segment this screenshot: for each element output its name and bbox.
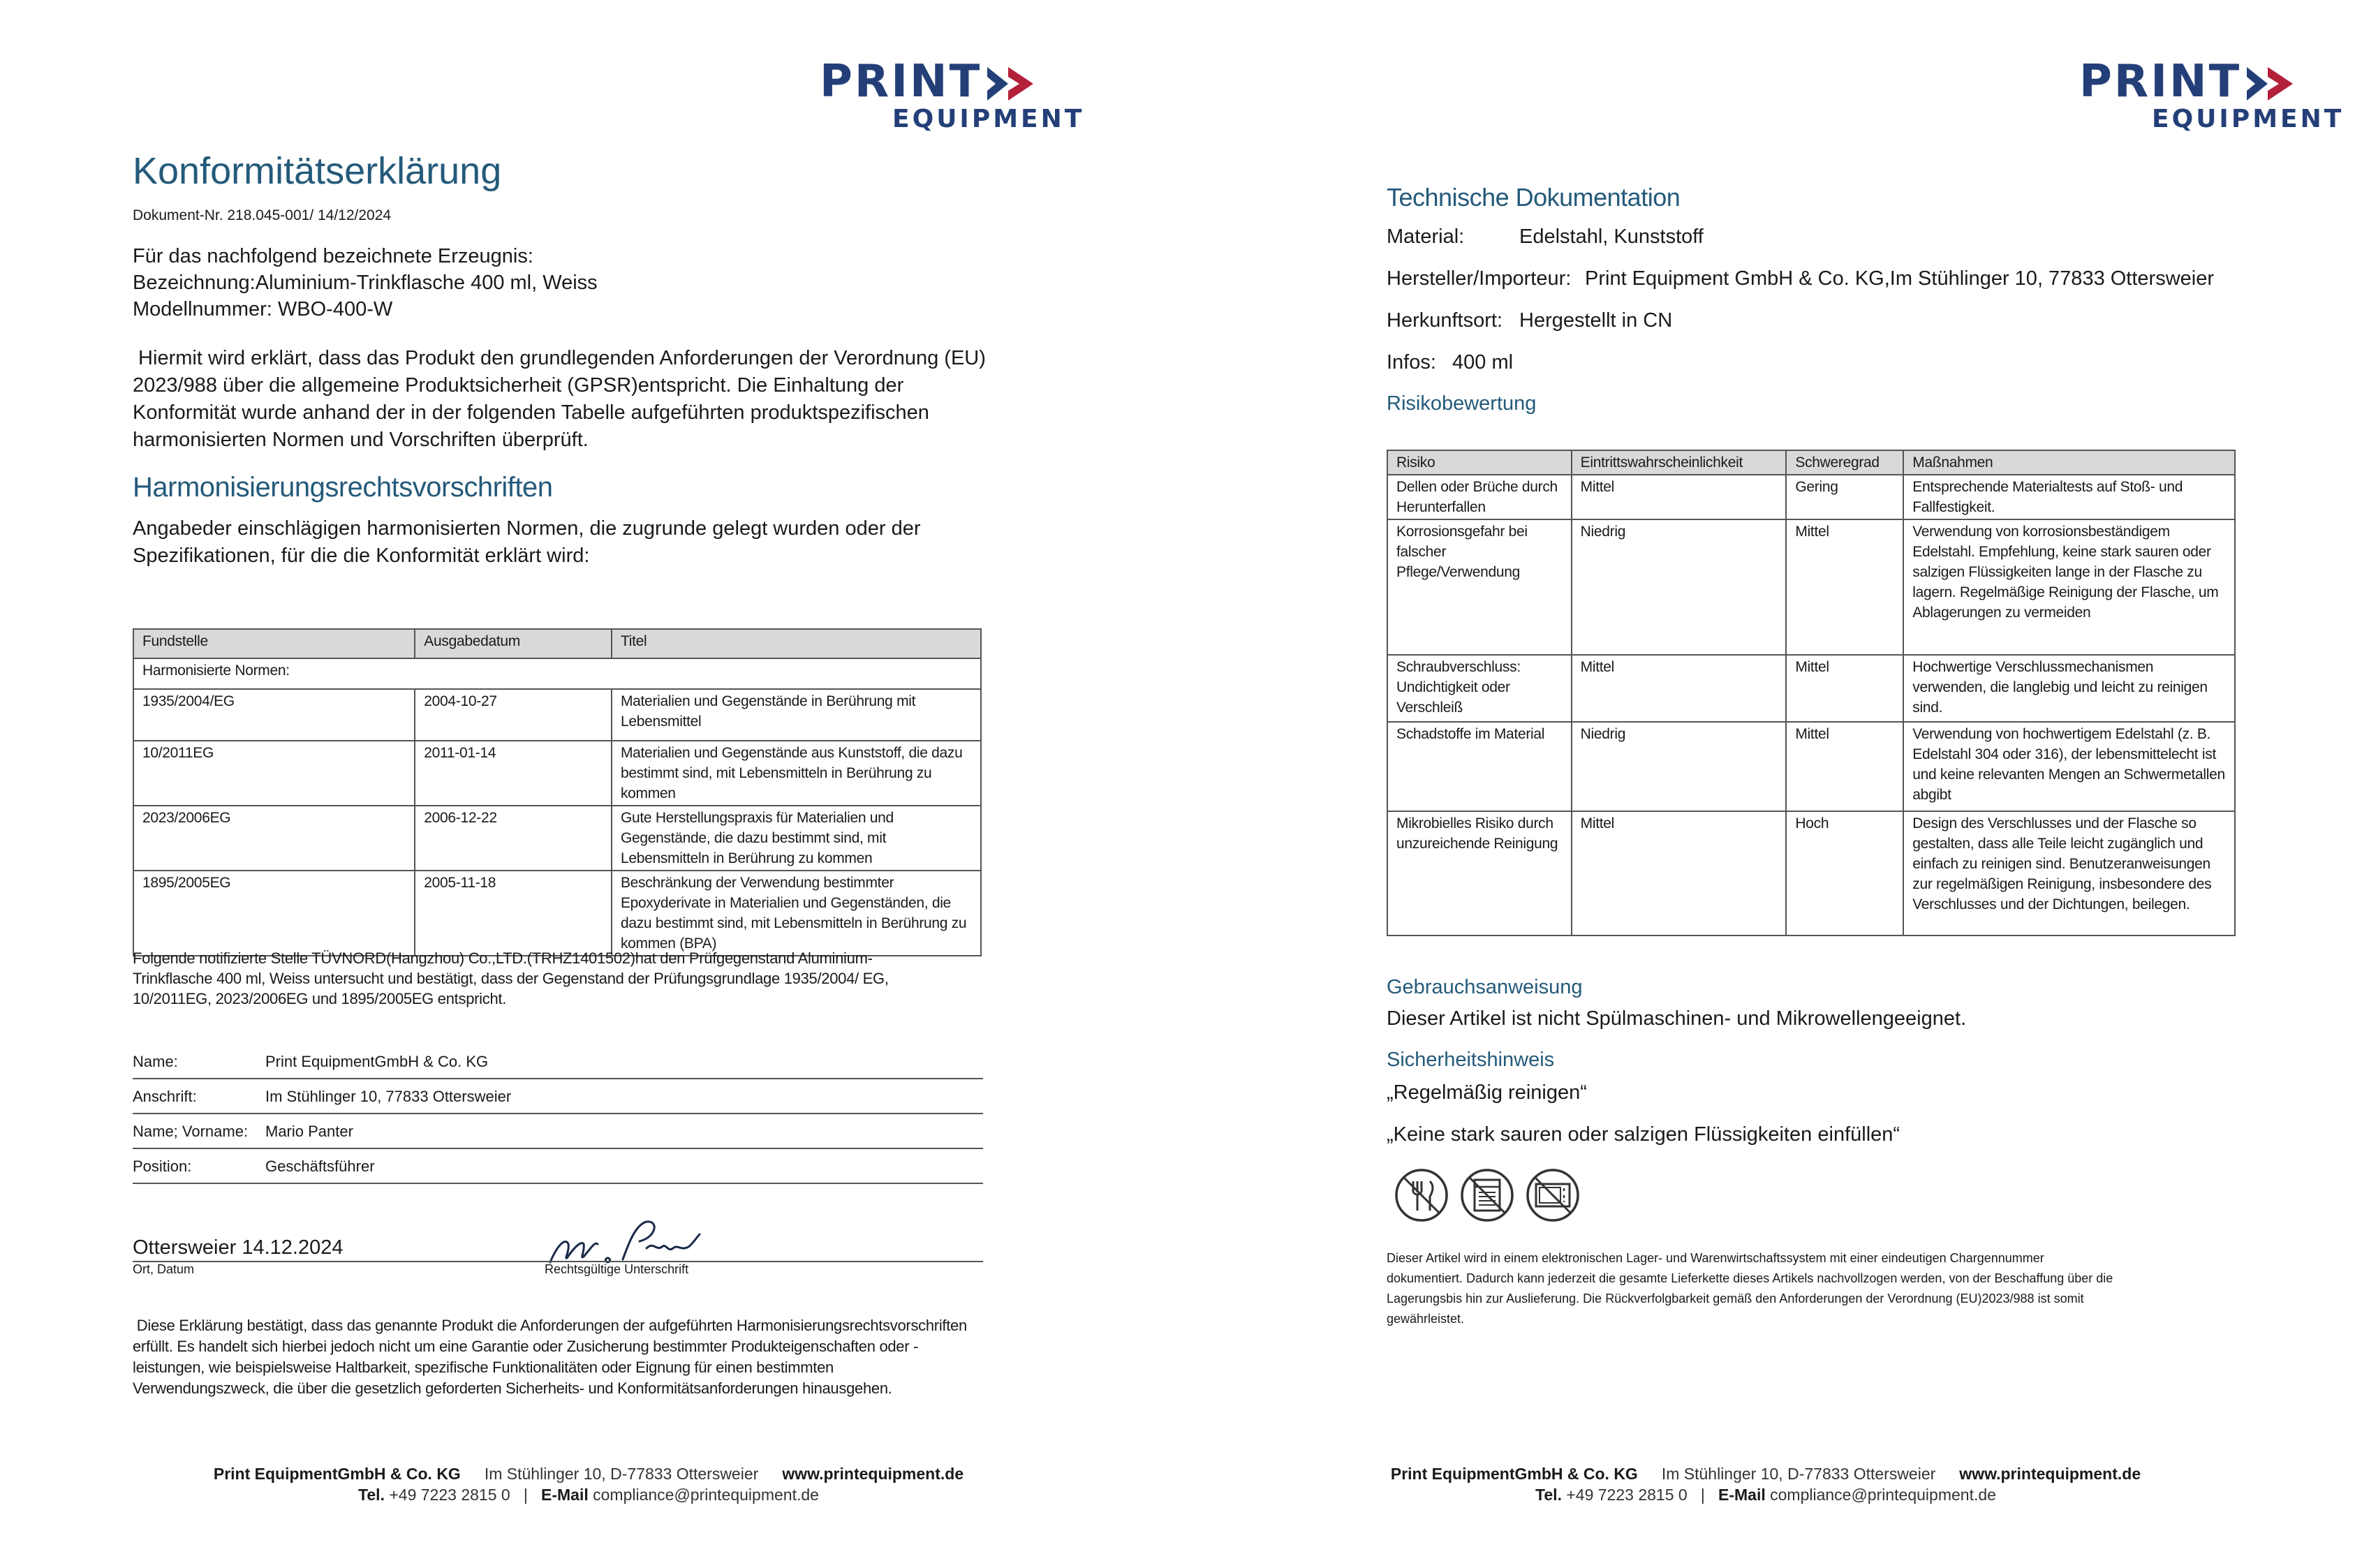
table-cell: Mittel xyxy=(1786,722,1903,811)
table-cell: Mittel xyxy=(1572,475,1787,519)
table-cell: Mikrobielles Risiko durch unzureichende Reinigung xyxy=(1387,811,1572,935)
safety-title: Sicherheitshinweis xyxy=(1387,1049,1555,1071)
table-row xyxy=(1387,655,2235,722)
table-row xyxy=(133,871,981,956)
notified-body-line: Folgende notifizierte Stelle TÜVNORD(Hangzhou) Co.,LTD.(TRHZ1401502)hat den Prüfgegenstand Aluminium- xyxy=(133,949,873,967)
section-intro-line: Spezifikationen, für die die Konformität erklärt wird: xyxy=(133,545,590,567)
footer-email[interactable]: compliance@printequipment.de xyxy=(1770,1486,1996,1504)
signatory-value: Im Stühlinger 10, 77833 Ottersweier xyxy=(265,1088,512,1105)
document-number: Dokument-Nr. 218.045-001/ 14/12/2024 xyxy=(133,207,392,223)
table-cell: 10/2011EG xyxy=(133,741,415,806)
manufacturer-label: Hersteller/Importeur: xyxy=(1387,267,1572,290)
section-title: Harmonisierungsrechtsvorschriften xyxy=(133,472,553,503)
table-cell: Verwendung von korrosionsbeständigem Edelstahl. Empfehlung, keine stark sauren oder salzigen Flüssigkeiten lange in der Flasche zu lagern. Regelmäßige Reinigung der Flasche, um Ablagerungen zu vermeiden xyxy=(1903,519,2235,655)
table-row xyxy=(133,689,981,741)
table-cell: Materialien und Gegenstände aus Kunststoff, die dazu bestimmt sind, mit Lebensmitteln in Berührung zu kommen xyxy=(612,741,981,806)
table-cell: Mittel xyxy=(1786,655,1903,722)
care-icons xyxy=(1394,1164,1582,1225)
risk-title: Risikobewertung xyxy=(1387,392,1537,415)
table-cell: 2004-10-27 xyxy=(415,689,612,741)
table-header: Titel xyxy=(612,629,981,658)
logo-equipment-text: EQUIPMENT xyxy=(892,105,1085,133)
table-row xyxy=(133,806,981,871)
usage-title: Gebrauchsanweisung xyxy=(1387,976,1583,998)
page-title: Konformitätserklärung xyxy=(133,150,502,192)
footer-tel: +49 7223 2815 0 xyxy=(389,1486,510,1504)
safety-note: „Keine stark sauren oder salzigen Flüssigkeiten einfüllen“ xyxy=(1387,1123,1900,1146)
no-food-contact-icon xyxy=(1394,1167,1449,1223)
print-equipment-logo xyxy=(817,56,1085,140)
origin-label: Herkunftsort: xyxy=(1387,309,1503,332)
logo-print-text: PRINT xyxy=(820,56,982,108)
signatory-row xyxy=(133,1149,983,1184)
notified-body-line: Trinkflasche 400 ml, Weiss untersucht und bestätigt, dass der Gegenstand der Prüfungsgrundlage 1935/2004/ EG, xyxy=(133,970,889,987)
footer-separator: | xyxy=(1700,1486,1705,1504)
declaration-line: Konformität wurde anhand der in der folgenden Tabelle aufgeführten produktspezifischen xyxy=(133,401,929,424)
table-group-label: Harmonisierte Normen: xyxy=(133,658,981,689)
footer-email-label: E-Mail xyxy=(541,1486,589,1504)
origin-value: Hergestellt in CN xyxy=(1519,309,1673,332)
signatory-key: Name: xyxy=(133,1053,178,1070)
table-cell: Gute Herstellungspraxis für Materialien und Gegenstände, die dazu bestimmt sind, mit Lebensmitteln in Berührung zu kommen xyxy=(612,806,981,871)
table-row xyxy=(1387,475,2235,519)
footer-line-1 xyxy=(0,1465,1177,1484)
signatory-row xyxy=(133,1044,983,1079)
table-cell: 2011-01-14 xyxy=(415,741,612,806)
signatory-value: Geschäftsführer xyxy=(265,1157,375,1175)
table-header: Maßnahmen xyxy=(1903,450,2235,475)
traceability-line: Lagerungsbis hin zur Auslieferung. Die Rückverfolgbarkeit gemäß den Anforderungen der Verordnung (EU)2023/988 ist somit xyxy=(1387,1292,2084,1306)
print-equipment-logo xyxy=(2076,56,2345,140)
footer-address: Im Stühlinger 10, D-77833 Ottersweier xyxy=(1661,1465,1936,1483)
logo-equipment-text: EQUIPMENT xyxy=(2152,105,2345,133)
table-cell: Materialien und Gegenstände in Berührung mit Lebensmittel xyxy=(612,689,981,741)
disclaimer-line: Diese Erklärung bestätigt, dass das genannte Produkt die Anforderungen der aufgeführten Harmonisierungsrechtsvorschriften xyxy=(133,1317,967,1334)
tech-doc-title: Technische Dokumentation xyxy=(1387,183,1681,212)
signatory-value: Mario Panter xyxy=(265,1123,353,1140)
signatory-key: Anschrift: xyxy=(133,1088,197,1105)
manufacturer-value: Print Equipment GmbH & Co. KG,Im Stühlinger 10, 77833 Ottersweier xyxy=(1585,267,2215,290)
material-value: Edelstahl, Kunststoff xyxy=(1519,225,1704,248)
signature-label: Rechtsgültige Unterschrift xyxy=(545,1262,689,1276)
signatory-row xyxy=(133,1114,983,1149)
footer-email[interactable]: compliance@printequipment.de xyxy=(593,1486,819,1504)
product-intro: Für das nachfolgend bezeichnete Erzeugnis: xyxy=(133,245,533,267)
footer-separator: | xyxy=(523,1486,528,1504)
disclaimer-line: erfüllt. Es handelt sich hierbei jedoch nicht um eine Garantie oder Zusicherung bestimmter Produkteigenschaften oder - xyxy=(133,1338,919,1355)
table-row xyxy=(1387,519,2235,655)
footer-line-2 xyxy=(0,1486,1177,1504)
table-cell: 2005-11-18 xyxy=(415,871,612,956)
traceability-line: dokumentiert. Dadurch kann jederzeit die gesamte Lieferkette dieses Artikels nachvollzogen werden, von der Beschaffung über die xyxy=(1387,1271,2113,1285)
table-cell: Niedrig xyxy=(1572,519,1787,655)
place-date-label: Ort, Datum xyxy=(133,1262,195,1276)
info-value: 400 ml xyxy=(1452,351,1514,373)
table-row xyxy=(133,741,981,806)
signatory-key: Position: xyxy=(133,1157,192,1175)
footer-tel: +49 7223 2815 0 xyxy=(1566,1486,1688,1504)
table-cell: 1895/2005EG xyxy=(133,871,415,956)
footer-company: Print EquipmentGmbH & Co. KG xyxy=(1390,1465,1638,1483)
footer-email-label: E-Mail xyxy=(1718,1486,1766,1504)
footer-address: Im Stühlinger 10, D-77833 Ottersweier xyxy=(484,1465,759,1483)
signatory-value: Print EquipmentGmbH & Co. KG xyxy=(265,1053,489,1070)
disclaimer-line: leistungen, wie beispielsweise Haltbarkeit, spezifische Funktionalitäten oder Eignung für einen bestimmten xyxy=(133,1359,834,1376)
signatory-row xyxy=(133,1079,983,1114)
signatory-key: Name; Vorname: xyxy=(133,1123,249,1140)
table-cell: Hochwertige Verschlussmechanismen verwenden, die langlebig und leicht zu reinigen sind. xyxy=(1903,655,2235,722)
table-cell: Beschränkung der Verwendung bestimmter Epoxyderivate in Materialien und Gegenständen, die dazu bestimmt sind, mit Lebensmitteln in Berührung zu kommen (BPA) xyxy=(612,871,981,956)
table-cell: Niedrig xyxy=(1572,722,1787,811)
table-cell: Mittel xyxy=(1572,655,1787,722)
table-cell: Hoch xyxy=(1786,811,1903,935)
table-header: Ausgabedatum xyxy=(415,629,612,658)
table-cell: 2023/2006EG xyxy=(133,806,415,871)
footer-tel-label: Tel. xyxy=(1535,1486,1562,1504)
table-cell: Korrosionsgefahr bei falscher Pflege/Verwendung xyxy=(1387,519,1572,655)
table-cell: Schadstoffe im Material xyxy=(1387,722,1572,811)
place-date: Ottersweier 14.12.2024 xyxy=(133,1236,344,1259)
table-header: Schweregrad xyxy=(1786,450,1903,475)
conformity-page xyxy=(0,0,1177,1568)
table-header: Risiko xyxy=(1387,450,1572,475)
logo-arrows-icon xyxy=(2244,64,2314,103)
footer-line-2 xyxy=(1177,1486,2354,1504)
table-cell: 2006-12-22 xyxy=(415,806,612,871)
logo-arrows-icon xyxy=(984,64,1054,103)
table-header: Fundstelle xyxy=(133,629,415,658)
harmonised-standards-table xyxy=(133,628,982,956)
declaration-line: Hiermit wird erklärt, dass das Produkt den grundlegenden Anforderungen der Verordnung (EU) xyxy=(133,347,986,369)
model-number: Modellnummer: WBO-400-W xyxy=(133,298,393,320)
table-cell: Entsprechende Materialtests auf Stoß- und Fallfestigkeit. xyxy=(1903,475,2235,519)
footer-tel-label: Tel. xyxy=(358,1486,385,1504)
disclaimer-line: Verwendungszweck, die über die gesetzlich geforderten Sicherheits- und Konformitätsanforderungen hinausgehen. xyxy=(133,1380,892,1397)
table-cell: Gering xyxy=(1786,475,1903,519)
no-microwave-icon xyxy=(1525,1167,1581,1223)
table-cell: Mittel xyxy=(1786,519,1903,655)
no-dishwasher-icon xyxy=(1459,1167,1515,1223)
table-cell: Dellen oder Brüche durch Herunterfallen xyxy=(1387,475,1572,519)
declaration-line: 2023/988 über die allgemeine Produktsicherheit (GPSR)entspricht. Die Einhaltung der xyxy=(133,374,904,397)
footer-line-1 xyxy=(1177,1465,2354,1484)
risk-assessment-table xyxy=(1387,450,2236,936)
material-label: Material: xyxy=(1387,225,1465,248)
footer-company: Print EquipmentGmbH & Co. KG xyxy=(213,1465,461,1483)
info-label: Infos: xyxy=(1387,351,1436,373)
section-intro-line: Angabeder einschlägigen harmonisierten Normen, die zugrunde gelegt wurden oder der xyxy=(133,517,921,540)
traceability-line: gewährleistet. xyxy=(1387,1312,1465,1326)
footer-website[interactable]: www.printequipment.de xyxy=(782,1465,964,1483)
table-row xyxy=(1387,811,2235,935)
table-header: Eintrittswahrscheinlichkeit xyxy=(1572,450,1787,475)
table-row xyxy=(1387,722,2235,811)
table-cell: 1935/2004/EG xyxy=(133,689,415,741)
table-cell: Design des Verschlusses und der Flasche so gestalten, dass alle Teile leicht zugänglich und einfach zu reinigen sind. Benutzeranweisungen zur regelmäßigen Reinigung, insbesondere des Verschlusses und der Dichtungen, beilegen. xyxy=(1903,811,2235,935)
notified-body-line: 10/2011EG, 2023/2006EG und 1895/2005EG entspricht. xyxy=(133,990,507,1007)
table-cell: Verwendung von hochwertigem Edelstahl (z. B. Edelstahl 304 oder 316), der lebensmittelecht ist und keine relevanten Mengen an Schwermetallen abgibt xyxy=(1903,722,2235,811)
logo-print-text: PRINT xyxy=(2079,56,2242,108)
table-cell: Schraubverschluss: Undichtigkeit oder Verschleiß xyxy=(1387,655,1572,722)
product-name: Bezeichnung:Aluminium-Trinkflasche 400 ml, Weiss xyxy=(133,272,598,294)
footer-website[interactable]: www.printequipment.de xyxy=(1959,1465,2141,1483)
declaration-line: harmonisierten Normen und Vorschriften überprüft. xyxy=(133,429,589,451)
safety-note: „Regelmäßig reinigen“ xyxy=(1387,1081,1587,1104)
traceability-line: Dieser Artikel wird in einem elektronischen Lager- und Warenwirtschaftssystem mit einer eindeutigen Chargennummer xyxy=(1387,1251,2044,1265)
table-cell: Mittel xyxy=(1572,811,1787,935)
usage-text: Dieser Artikel ist nicht Spülmaschinen- und Mikrowellengeeignet. xyxy=(1387,1007,1967,1030)
